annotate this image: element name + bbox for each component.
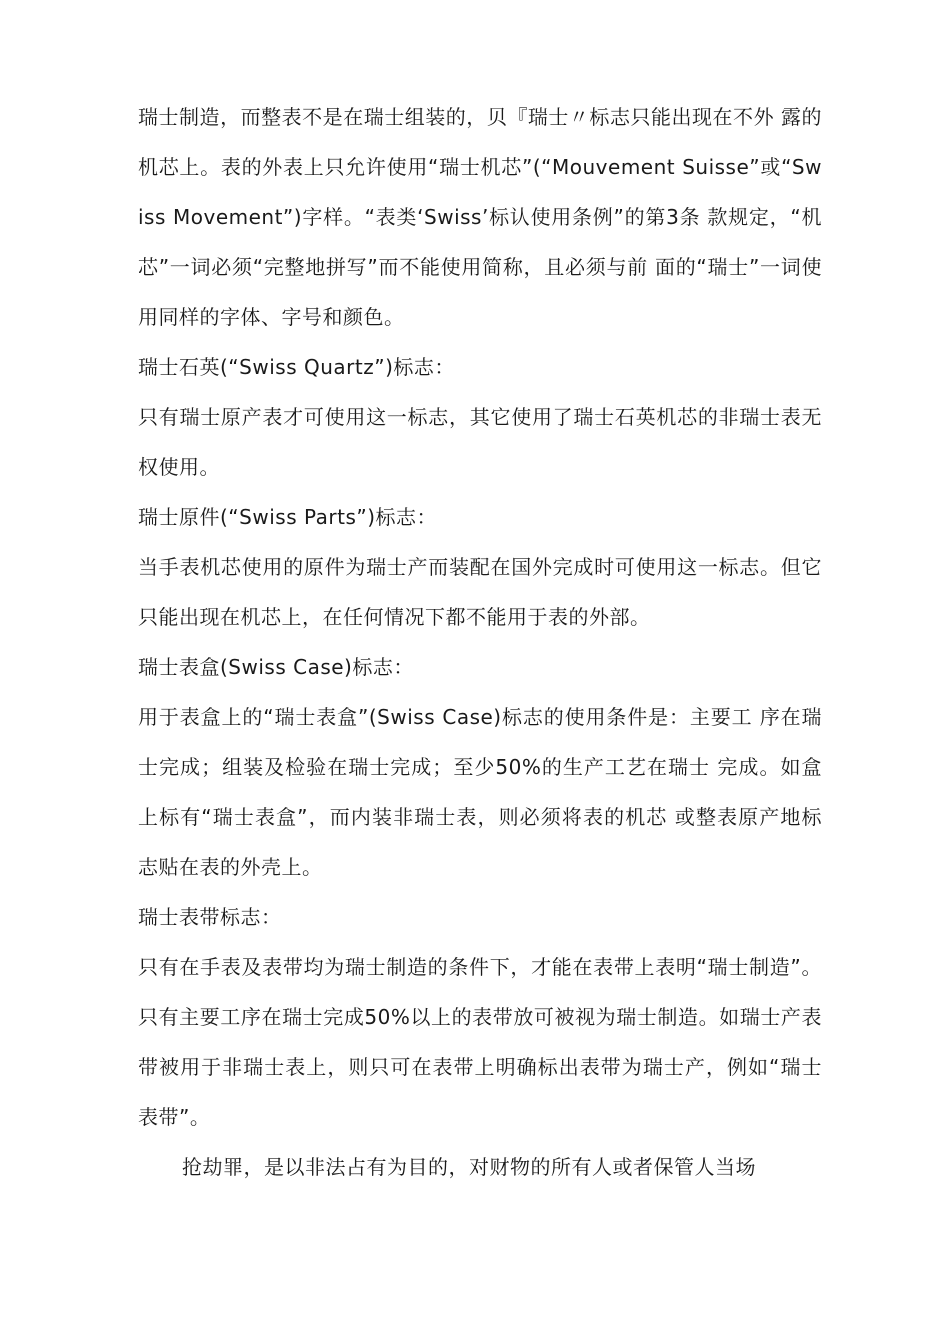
paragraph-robbery: 抢劫罪，是以非法占有为目的，对财物的所有人或者保管人当场 xyxy=(182,1155,756,1179)
heading-swiss-parts: 瑞士原件(“Swiss Parts”)标志： xyxy=(138,505,438,529)
document-body xyxy=(138,92,822,1192)
paragraph-swiss-movement: 瑞士制造，而整表不是在瑞士组装的，贝『瑞士〃标志只能出现在不外 露的机芯上。表的外表上只允许使用“瑞士机芯”(“Mouvement Suisse”或“Swiss Movement”)字样。“表类‘Swiss’标认使用条例”的第3条 款规定，“机芯”一词必须“完整地拼写”而不能使用简称，且必须与前 面的“瑞士”一词使用同样的字体、字号和颜色。 xyxy=(138,105,822,329)
paragraph-swiss-quartz: 只有瑞士原产表才可使用这一标志，其它使用了瑞士石英机芯的非瑞士表无权使用。 xyxy=(138,405,822,479)
paragraph-swiss-strap: 只有在手表及表带均为瑞士制造的条件下，才能在表带上表明“瑞士制造”。只有主要工序在瑞士完成50%以上的表带放可被视为瑞士制造。如瑞士产表带被用于非瑞士表上，则只可在表带上明确标出表带为瑞士产，例如“瑞士表带”。 xyxy=(138,955,822,1129)
heading-swiss-quartz: 瑞士石英(“Swiss Quartz”)标志： xyxy=(138,355,455,379)
heading-swiss-case: 瑞士表盒(Swiss Case)标志： xyxy=(138,655,414,679)
paragraph-swiss-parts: 当手表机芯使用的原件为瑞士产而装配在国外完成时可使用这一标志。但它只能出现在机芯上，在任何情况下都不能用于表的外部。 xyxy=(138,555,822,629)
paragraph-swiss-case: 用于表盒上的“瑞士表盒”(Swiss Case)标志的使用条件是：主要工 序在瑞士完成；组装及检验在瑞士完成；至少50%的生产工艺在瑞士 完成。如盒上标有“瑞士表盒”，而内装非瑞士表，则必须将表的机芯 或整表原产地标志贴在表的外壳上。 xyxy=(138,705,822,879)
heading-swiss-strap: 瑞士表带标志： xyxy=(138,905,282,929)
